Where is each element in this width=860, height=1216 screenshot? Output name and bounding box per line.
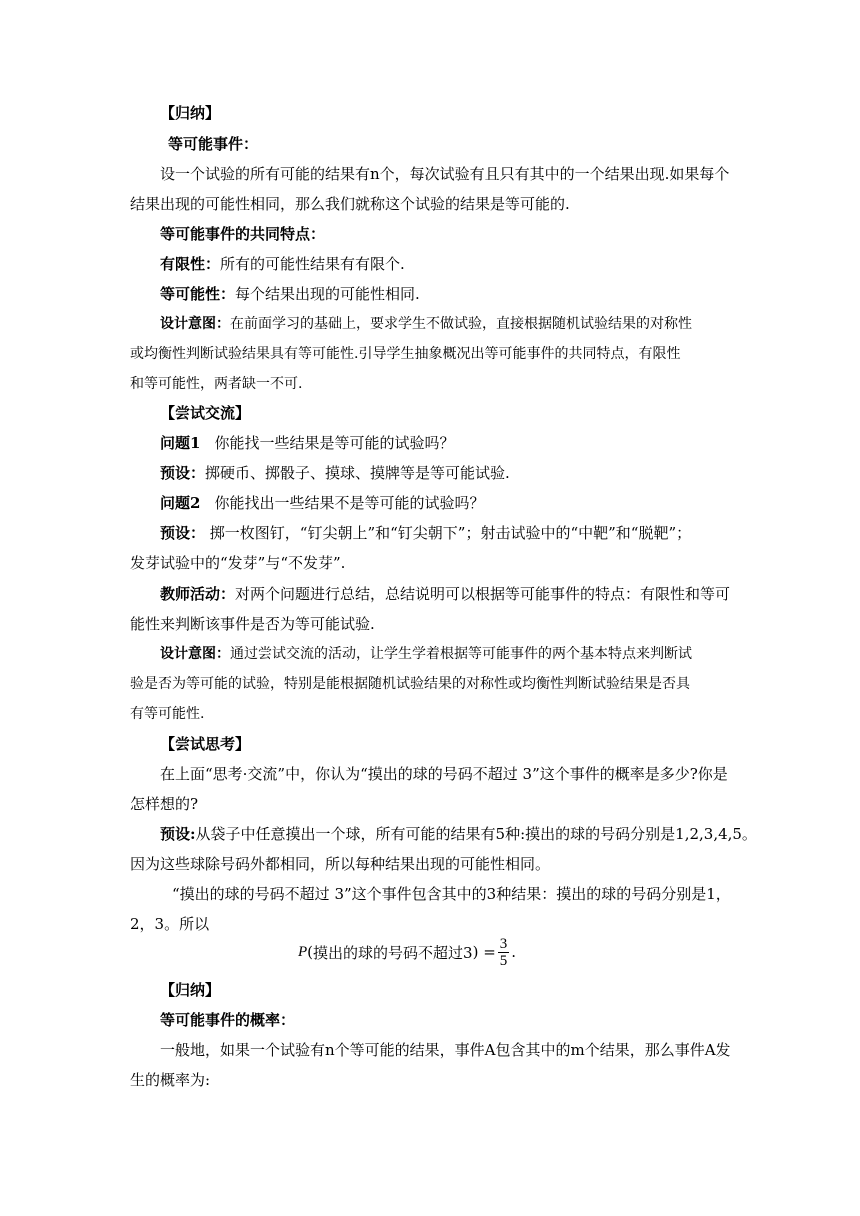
thinking-line-2: 怎样想的? xyxy=(130,795,199,813)
answer-2-line-2: 发芽试验中的“发芽”与“不发芽”. xyxy=(130,554,346,572)
design-intent-2-text: 通过尝试交流的活动，让学生学着根据等可能事件的两个基本特点来判断试 xyxy=(230,646,692,662)
answer-2-label: 预设： xyxy=(160,524,206,542)
answer-1-text: 掷硬币、掷骰子、摸球、摸牌等是等可能试验. xyxy=(205,464,510,482)
formula-event: 摸出的球的号码不超过3 xyxy=(313,943,473,962)
teacher-activity-text: 对两个问题进行总结，总结说明可以根据等可能事件的特点：有限性和等可 xyxy=(235,585,731,603)
teacher-activity-label: 教师活动： xyxy=(160,585,236,603)
question-2-label: 问题2 xyxy=(160,494,201,512)
event-line-2: 2，3。所以 xyxy=(130,915,210,933)
formula-fraction xyxy=(498,936,510,969)
formula-numerator: 3 xyxy=(499,935,508,952)
probability-definition-line-2: 生的概率为: xyxy=(130,1071,211,1089)
probability-formula xyxy=(298,932,516,972)
thinking-line-1: 在上面“思考·交流”中，你认为“摸出的球的号码不超过 3”这个事件的概率是多少?你是 xyxy=(160,765,728,783)
design-intent-2-label: 设计意图： xyxy=(160,646,230,662)
formula-equals: ) = xyxy=(472,943,496,961)
preset-text: 从袋子中任意摸出一个球，所有可能的结果有5种:摸出的球的号码分别是1,2,3,4,5。 xyxy=(195,825,757,843)
thinking-heading: 【尝试思考】 xyxy=(160,735,251,753)
answer-2-text: 掷一枚图钉，“钉尖朝上”和“钉尖朝下”；射击试验中的“中靶”和“脱靶”； xyxy=(205,524,692,542)
formula-end: . xyxy=(511,943,517,961)
question-1 xyxy=(160,433,454,453)
preset-line-2: 因为这些球除号码外都相同，所以每种结果出现的可能性相同。 xyxy=(130,855,551,873)
event-line-1: “摸出的球的号码不超过 3”这个事件包含其中的3种结果：摸出的球的号码分别是1， xyxy=(172,885,731,903)
design-intent-1-line-1 xyxy=(160,314,692,334)
question-2 xyxy=(160,493,484,513)
answer-1 xyxy=(160,463,510,483)
teacher-activity-line-2: 能性来判断该事件是否为等可能试验. xyxy=(130,615,375,633)
summary-heading: 【归纳】 xyxy=(160,104,221,122)
definition-line-2: 结果出现的可能性相同，那么我们就称这个试验的结果是等可能的. xyxy=(130,195,570,213)
design-intent-2-line-3: 有等可能性. xyxy=(130,706,205,722)
formula-p: P xyxy=(298,943,308,960)
formula-denominator: 5 xyxy=(499,952,508,969)
probability-definition-line-1: 一般地，如果一个试验有n个等可能的结果，事件A包含其中的m个结果，那么事件A发 xyxy=(160,1041,731,1059)
features-title: 等可能事件的共同特点： xyxy=(160,225,326,243)
summary-2-heading: 【归纳】 xyxy=(160,981,221,999)
preset-line-1 xyxy=(160,824,757,844)
finite-text: 所有的可能性结果有有限个. xyxy=(220,255,405,273)
preset-label: 预设: xyxy=(160,825,196,843)
equal-label: 等可能性： xyxy=(160,285,236,303)
question-1-label: 问题1 xyxy=(160,434,201,452)
equal-text: 每个结果出现的可能性相同. xyxy=(235,285,420,303)
teacher-activity-line-1 xyxy=(160,584,730,604)
finite-feature xyxy=(160,254,405,274)
definition-line-1: 设一个试验的所有可能的结果有n个，每次试验有且只有其中的一个结果出现.如果每个 xyxy=(160,165,730,183)
design-intent-1-line-2: 或均衡性判断试验结果具有等可能性.引导学生抽象概况出等可能事件的共同特点，有限性 xyxy=(130,346,681,362)
answer-2-line-1 xyxy=(160,523,691,543)
summary-subheading: 等可能事件： xyxy=(168,135,259,153)
design-intent-2-line-2: 验是否为等可能的试验，特别是能根据随机试验结果的对称性或均衡性判断试验结果是否具 xyxy=(130,676,690,692)
finite-label: 有限性： xyxy=(160,255,221,273)
summary-2-subheading: 等可能事件的概率： xyxy=(160,1011,296,1029)
design-intent-1-line-3: 和等可能性，两者缺一不可. xyxy=(130,376,303,392)
exchange-heading: 【尝试交流】 xyxy=(160,404,251,422)
answer-1-label: 预设： xyxy=(160,464,206,482)
formula-paren-open: ( xyxy=(307,943,314,961)
design-intent-2-line-1 xyxy=(160,644,692,664)
equal-feature xyxy=(160,284,420,304)
question-2-text: 你能找出一些结果不是等可能的试验吗？ xyxy=(214,494,485,512)
question-1-text: 你能找一些结果是等可能的试验吗？ xyxy=(214,434,455,452)
design-intent-text: 在前面学习的基础上，要求学生不做试验，直接根据随机试验结果的对称性 xyxy=(230,316,692,332)
design-intent-label: 设计意图： xyxy=(160,316,230,332)
